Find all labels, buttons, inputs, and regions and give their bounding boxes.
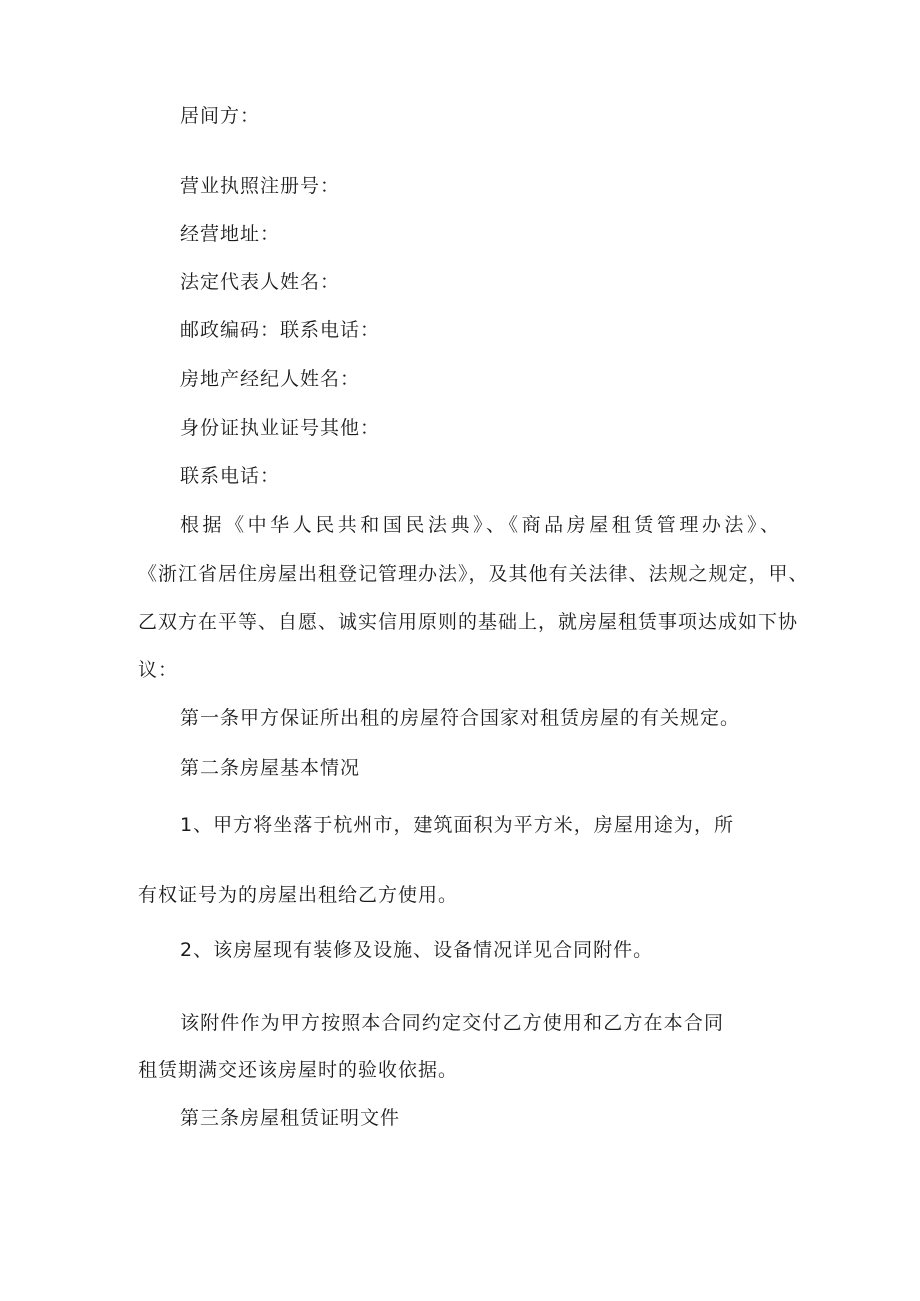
legal-representative-label: 法定代表人姓名： (180, 271, 341, 293)
annex-note-line-2: 租赁期满交还该房屋时的验收依据。 (138, 1059, 459, 1081)
agent-name-label: 房地产经纪人姓名： (180, 368, 361, 390)
intermediary-label: 居间方： (180, 105, 261, 127)
clause-1-line-2: 有权证号为的房屋出租给乙方使用。 (138, 884, 459, 906)
preamble-line-4: 议： (138, 659, 179, 681)
preamble-line-2-text: 《浙江省居住房屋出租登记管理办法》，及其他有关法律、法规之规定，甲、 (138, 563, 809, 585)
article-3-title: 第三条房屋租赁证明文件 (180, 1107, 401, 1129)
id-license-label: 身份证执业证号其他： (180, 417, 381, 439)
business-address-label: 经营地址： (180, 223, 281, 245)
postcode-phone-label: 邮政编码：联系电话： (180, 319, 381, 341)
preamble-line-3 (138, 610, 799, 634)
preamble-line-2 (138, 562, 809, 586)
annex-note-line-1-text: 该附件作为甲方按照本合同约定交付乙方使用和乙方在本合同 (180, 1012, 724, 1034)
clause-2: 2、该房屋现有装修及设施、设备情况详见合同附件。 (180, 939, 654, 961)
annex-note-line-1 (180, 1011, 724, 1035)
business-license-label: 营业执照注册号： (180, 175, 341, 197)
contact-phone-label: 联系电话： (180, 465, 281, 487)
clause-1-line-1-text: 1、甲方将坐落于杭州市，建筑面积为平方米，房屋用途为，所 (180, 814, 734, 836)
preamble-line-1-text: 根据《中华人民共和国民法典》、《商品房屋租赁管理办法》、 (180, 514, 780, 536)
clause-1-line-1 (180, 813, 734, 837)
preamble-line-3-text: 乙双方在平等、自愿、诚实信用原则的基础上，就房屋租赁事项达成如下协 (138, 611, 799, 633)
article-1: 第一条甲方保证所出租的房屋符合国家对租赁房屋的有关规定。 (180, 707, 741, 729)
article-2-title: 第二条房屋基本情况 (180, 757, 361, 779)
preamble-line-1 (180, 513, 780, 537)
